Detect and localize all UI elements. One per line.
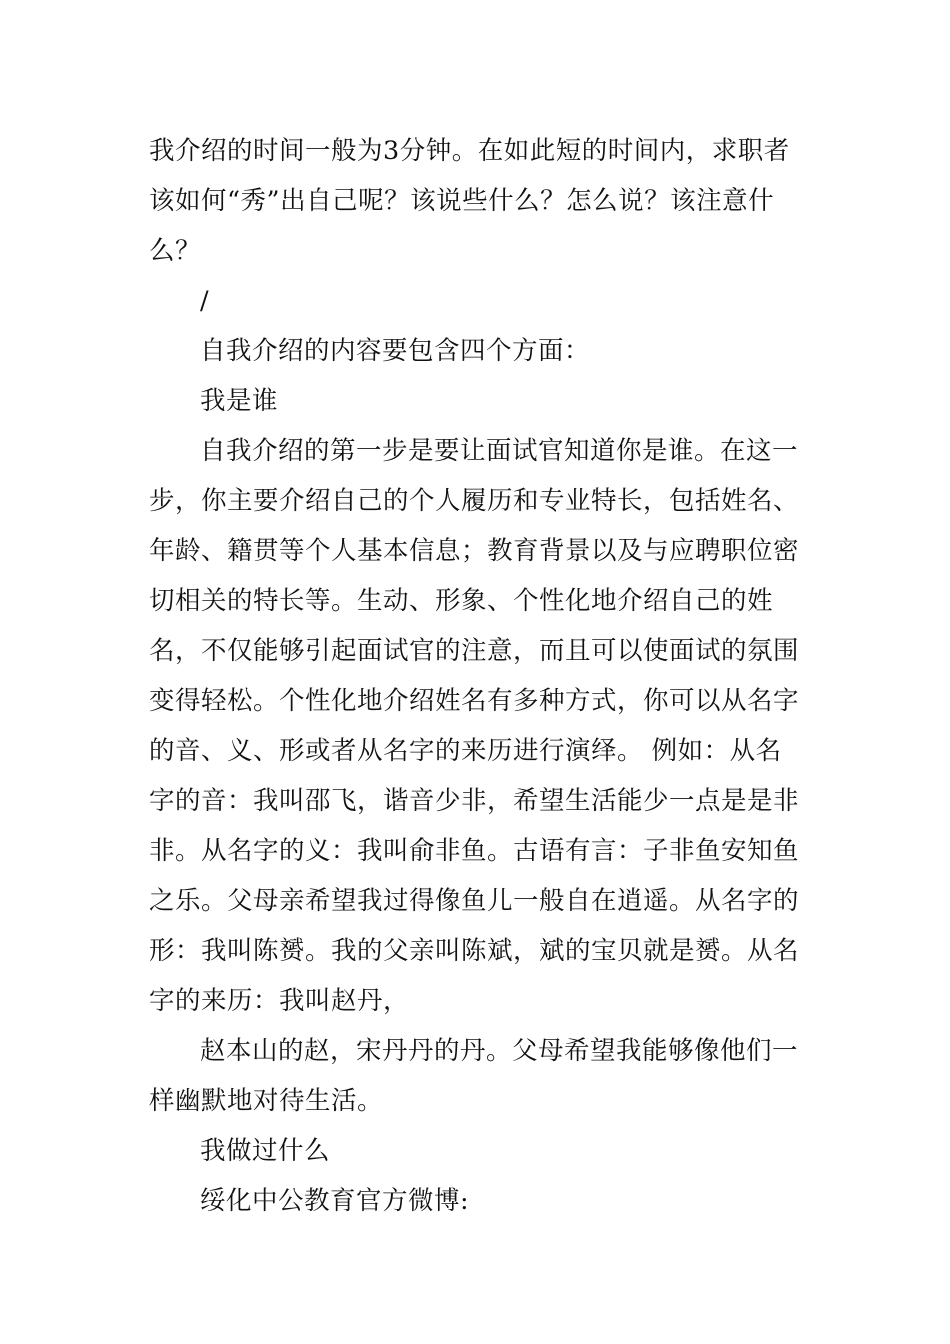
paragraph-weibo: 绥化中公教育官方微博: xyxy=(200,1186,470,1216)
paragraph-zhao-dan: 赵本山的赵，宋丹丹的丹。父母希望我能够像他们一样幽默地对待生活。 xyxy=(149,1036,799,1116)
paragraph-four-aspects: 自我介绍的内容要包含四个方面： xyxy=(200,336,591,366)
document-body xyxy=(149,126,799,1226)
paragraph-intro: 我介绍的时间一般为3分钟。在如此短的时间内，求职者该如何“秀”出自己呢？该说些什么？怎么说？该注意什么？ xyxy=(149,136,790,266)
section-heading-what-did-i-do: 我做过什么 xyxy=(200,1136,331,1166)
paragraph-slash: / xyxy=(200,286,210,316)
paragraph-who-am-i-body: 自我介绍的第一步是要让面试官知道你是谁。在这一步，你主要介绍自己的个人履历和专业特长，包括姓名、年龄、籍贯等个人基本信息；教育背景以及与应聘职位密切相关的特长等。生动、形象、个性化地介绍自己的姓名，不仅能够引起面试官的注意，而且可以使面试的氛围变得轻松。个性化地介绍姓名有多种方式，你可以从名字的音、义、形或者从名字的来历进行演绎。 例如：从名字的音：我叫邵飞，谐音少非，希望生活能少一点是是非非。从名字的义：我叫俞非鱼。古语有言：子非鱼安知鱼之乐。父母亲希望我过得像鱼儿一般自在逍遥。从名字的形：我叫陈赟。我的父亲叫陈斌，斌的宝贝就是赟。从名字的来历：我叫赵丹， xyxy=(149,436,800,1016)
section-heading-who-am-i: 我是谁 xyxy=(200,386,279,416)
